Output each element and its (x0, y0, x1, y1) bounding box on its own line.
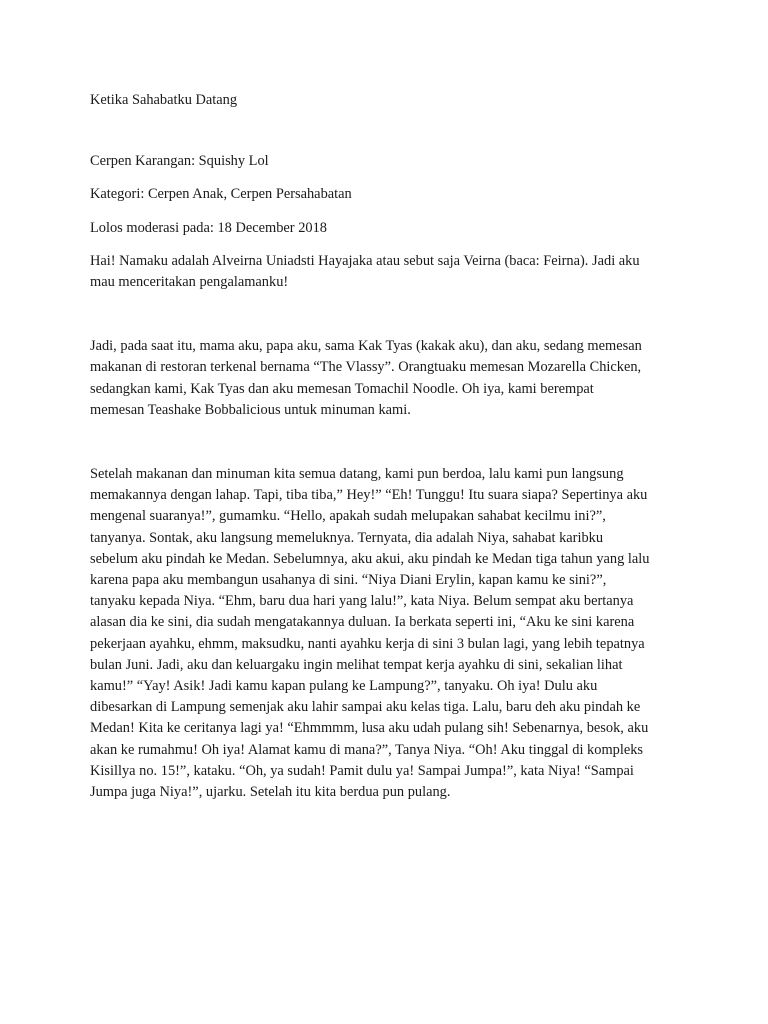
text-line: karena papa aku membangun usahanya di sini. “Niya Diani Erylin, kapan kamu ke sini?”, (90, 572, 607, 589)
paragraph-restaurant (90, 336, 690, 421)
text-line: tanyaku kepada Niya. “Ehm, baru dua hari yang lalu!”, kata Niya. Belum sempat aku bertanya (90, 593, 634, 610)
text-line: alasan dia ke sini, dia sudah mengatakannya duluan. Ia berkata seperti ini, “Aku ke sini karena (90, 614, 635, 631)
author-line: Cerpen Karangan: Squishy Lol (90, 153, 269, 170)
text-line: Setelah makanan dan minuman kita semua datang, kami pun berdoa, lalu kami pun langsung (90, 466, 624, 483)
text-line: mau menceritakan pengalamanku! (90, 274, 289, 291)
text-line: dibesarkan di Lampung semenjak aku lahir sampai aku kelas tiga. Lalu, baru deh aku pindah ke (90, 699, 641, 716)
story-title: Ketika Sahabatku Datang (90, 92, 238, 108)
text-line: pekerjaan ayahku, ehmm, maksudku, nanti ayahku kerja di sini 3 bulan lagi, yang lebih tepatnya (90, 635, 645, 652)
text-line: Jumpa juga Niya!”, ujarku. Setelah itu kita berdua pun pulang. (90, 784, 451, 801)
text-line: Medan! Kita ke ceritanya lagi ya! “Ehmmmm, lusa aku udah pulang sih! Sebenarnya, besok, aku (90, 720, 649, 737)
moderation-line: Lolos moderasi pada: 18 December 2018 (90, 219, 327, 236)
category-line: Kategori: Cerpen Anak, Cerpen Persahabatan (90, 186, 352, 203)
paragraph-intro (90, 251, 690, 293)
text-line: bulan Juni. Jadi, aku dan keluargaku ingin melihat tempat kerja ayahku di sini, sekalian lihat (90, 656, 623, 673)
text-line: memakannya dengan lahap. Tapi, tiba tiba,” Hey!” “Eh! Tunggu! Itu suara siapa? Sepertinya aku (90, 487, 648, 504)
text-line: tanyanya. Sontak, aku langsung memeluknya. Ternyata, dia adalah Niya, sahabat karibku (90, 529, 604, 546)
text-line: akan ke rumahmu! Oh iya! Alamat kamu di mana?”, Tanya Niya. “Oh! Aku tinggal di kompleks (90, 741, 644, 758)
text-line: Kisillya no. 15!”, kataku. “Oh, ya sudah! Pamit dulu ya! Sampai Jumpa!”, kata Niya! “Sampai (90, 762, 634, 779)
text-line: mengenal suaranya!”, gumamku. “Hello, apakah sudah melupakan sahabat kecilmu ini?”, (90, 508, 606, 525)
text-line: memesan Teashake Bobbalicious untuk minuman kami. (90, 401, 411, 418)
text-line: kamu!” “Yay! Asik! Jadi kamu kapan pulang ke Lampung?”, tanyaku. Oh iya! Dulu aku (90, 678, 598, 695)
text-line: Jadi, pada saat itu, mama aku, papa aku, sama Kak Tyas (kakak aku), dan aku, sedang memesan (90, 338, 642, 355)
paragraph-meeting (90, 464, 690, 803)
text-line: Hai! Namaku adalah Alveirna Uniadsti Hayajaka atau sebut saja Veirna (baca: Feirna). Jadi aku (90, 252, 640, 269)
text-line: sebelum aku pindah ke Medan. Sebelumnya, aku akui, aku pindah ke Medan tiga tahun yang lalu (90, 550, 650, 567)
text-line: sedangkan kami, Kak Tyas dan aku memesan Tomachil Noodle. Oh iya, kami berempat (90, 380, 594, 397)
document-page (90, 90, 690, 815)
text-line: makanan di restoran terkenal bernama “The Vlassy”. Orangtuaku memesan Mozarella Chicken, (90, 359, 642, 376)
